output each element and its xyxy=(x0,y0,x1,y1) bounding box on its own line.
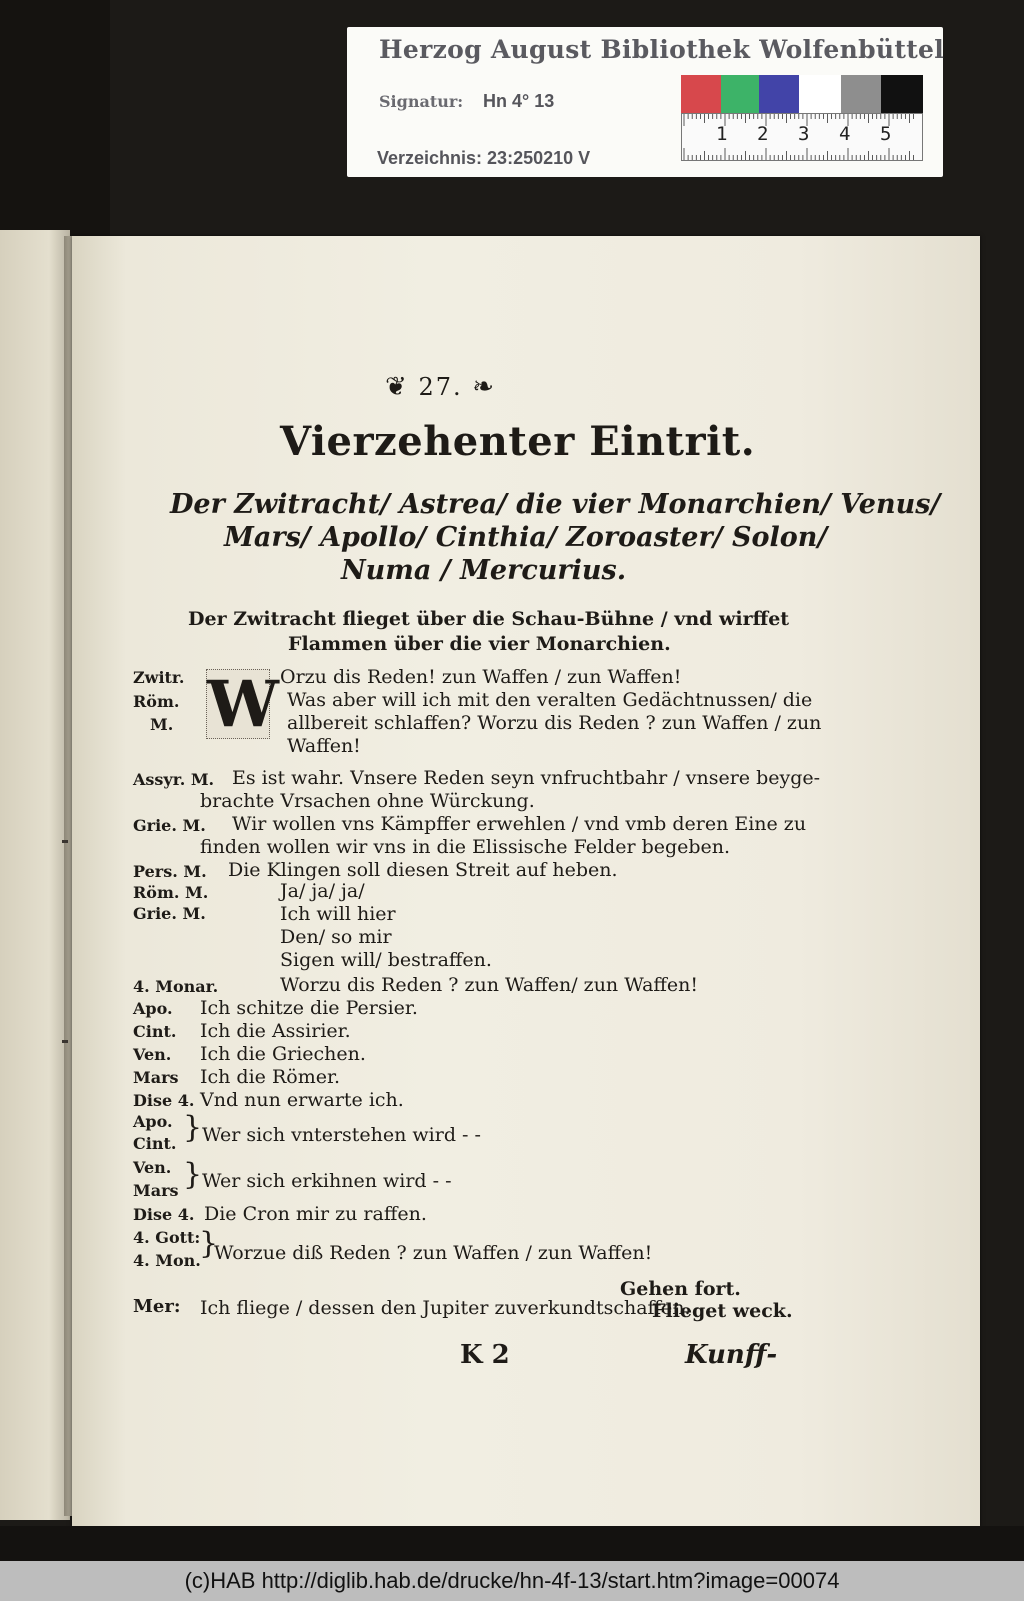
speech-line: Vnd nun erwarte ich. xyxy=(200,1089,404,1111)
stage-direction: Flieget weck. xyxy=(652,1300,793,1322)
scanner-background-corner xyxy=(0,0,110,240)
speech-line: Wir wollen vns Kämpffer erwehlen / vnd vmb deren Eine zu xyxy=(232,813,807,835)
speech-line: Die Klingen soll diesen Streit auf heben. xyxy=(228,859,618,881)
speech-line: Waffen! xyxy=(287,735,361,757)
speech-line: Ich die Griechen. xyxy=(200,1043,366,1065)
swatch-blue xyxy=(759,75,799,113)
speaker-label: Dise 4. xyxy=(133,1091,195,1110)
speaker-label: Apo. xyxy=(133,999,173,1018)
cast-line: Der Zwitracht/ Astrea/ die vier Monarchien/ Venus/ xyxy=(170,489,941,520)
speaker-label: Ven. xyxy=(133,1045,172,1064)
speaker-label: 4. Monar. xyxy=(133,977,219,996)
ruler-number: 4 xyxy=(839,123,851,145)
ruler-number: 3 xyxy=(798,123,810,145)
copyright-footer: (c)HAB http://diglib.hab.de/drucke/hn-4f-13/start.htm?image=00074 xyxy=(0,1561,1024,1601)
swatch-black xyxy=(881,75,923,113)
speaker-label: Cint. xyxy=(133,1134,177,1153)
speaker-label: Dise 4. xyxy=(133,1205,195,1224)
speech-line: Sigen will/ bestraffen. xyxy=(280,949,492,971)
speaker-label: Zwitr. xyxy=(133,668,185,687)
speaker-label: 4. Mon. xyxy=(133,1251,201,1270)
speaker-label: M. xyxy=(150,715,174,734)
speaker-label: Grie. M. xyxy=(133,816,206,835)
scanner-bottom-edge xyxy=(0,1526,1024,1561)
signature-mark: K 2 xyxy=(460,1340,510,1370)
color-calibration-target xyxy=(681,75,923,161)
speaker-label: Apo. xyxy=(133,1112,173,1131)
measurement-ruler xyxy=(681,113,923,161)
verzeichnis-label: Verzeichnis: 23:250210 V xyxy=(377,148,591,168)
speaker-label: Mars xyxy=(133,1068,179,1087)
ornament-right-icon: ❧ xyxy=(472,372,497,402)
brace-icon: } xyxy=(199,1226,219,1261)
speaker-label: Mars xyxy=(133,1181,179,1200)
cast-line: Numa / Mercurius. xyxy=(341,555,627,586)
speech-line: Wer sich erkihnen wird - - xyxy=(202,1170,452,1192)
speaker-label: Pers. M. xyxy=(133,862,207,881)
speech-line: Ich fliege / dessen den Jupiter zuverkundtschaffen. xyxy=(200,1297,691,1319)
signatur-label: Signatur: xyxy=(379,92,464,111)
page-edge-mark xyxy=(62,1040,68,1043)
page-number-line xyxy=(385,372,496,402)
swatch-white xyxy=(799,75,841,113)
speech-line: brachte Vrsachen ohne Würckung. xyxy=(200,790,535,812)
speech-line: Ich die Römer. xyxy=(200,1066,340,1088)
signatur-value: Hn 4° 13 xyxy=(483,91,555,111)
brace-icon: } xyxy=(183,1157,203,1192)
speech-line: Orzu dis Reden! zun Waffen / zun Waffen! xyxy=(280,666,682,688)
ruler-number: 5 xyxy=(880,123,892,145)
speaker-label: Assyr. M. xyxy=(133,770,215,789)
library-name: Herzog August Bibliothek Wolfenbüttel xyxy=(379,35,945,64)
ruler-number: 2 xyxy=(757,123,769,145)
speech-line: Ich schitze die Persier. xyxy=(200,997,418,1019)
speech-line: Worzu dis Reden ? zun Waffen/ zun Waffen! xyxy=(280,974,699,996)
speaker-label: Ven. xyxy=(133,1158,172,1177)
speech-line: allbereit schlaffen? Worzu dis Reden ? zun Waffen / zun xyxy=(287,712,822,734)
drop-capital: W xyxy=(207,667,279,742)
speaker-label: Cint. xyxy=(133,1022,177,1041)
speaker-label: 4. Gott: xyxy=(133,1228,201,1247)
page-number: 27. xyxy=(418,373,463,401)
speaker-label: Röm. xyxy=(133,692,180,711)
speech-line: Ja/ ja/ ja/ xyxy=(280,880,365,902)
catchword: Kunff- xyxy=(685,1340,778,1370)
speech-line: Was aber will ich mit den veralten Gedächtnussen/ die xyxy=(287,689,813,711)
speech-line: Es ist wahr. Vnsere Reden seyn vnfruchtbahr / vnsere beyge- xyxy=(232,767,821,789)
ruler-number: 1 xyxy=(716,123,728,145)
swatch-red xyxy=(681,75,721,113)
ornament-left-icon: ❦ xyxy=(385,372,409,402)
speech-line: Worzue diß Reden ? zun Waffen / zun Waffen! xyxy=(214,1242,653,1264)
speaker-label: Mer: xyxy=(133,1296,181,1317)
cast-line: Mars/ Apollo/ Cinthia/ Zoroaster/ Solon/ xyxy=(224,522,828,553)
facing-page-edge xyxy=(0,230,70,1520)
page-edge-mark xyxy=(62,840,68,843)
speech-line: Ich will hier xyxy=(280,903,396,925)
speech-line: Wer sich vnterstehen wird - - xyxy=(202,1124,481,1146)
stage-direction-line: Der Zwitracht flieget über die Schau-Bühne / vnd wirffet xyxy=(188,608,790,630)
brace-icon: } xyxy=(183,1110,203,1145)
scene-heading: Vierzehenter Eintrit. xyxy=(280,418,756,465)
speaker-label: Röm. M. xyxy=(133,883,209,902)
speech-line: finden wollen wir vns in die Elissische Felder begeben. xyxy=(200,836,731,858)
swatch-gray xyxy=(841,75,881,113)
speech-line: Ich die Assirier. xyxy=(200,1020,351,1042)
stage-direction: Gehen fort. xyxy=(620,1278,741,1300)
speech-line: Den/ so mir xyxy=(280,926,392,948)
swatch-green xyxy=(721,75,759,113)
stage-direction-line: Flammen über die vier Monarchien. xyxy=(288,633,671,655)
speech-line: Die Cron mir zu raffen. xyxy=(204,1203,427,1225)
speaker-label: Grie. M. xyxy=(133,904,206,923)
